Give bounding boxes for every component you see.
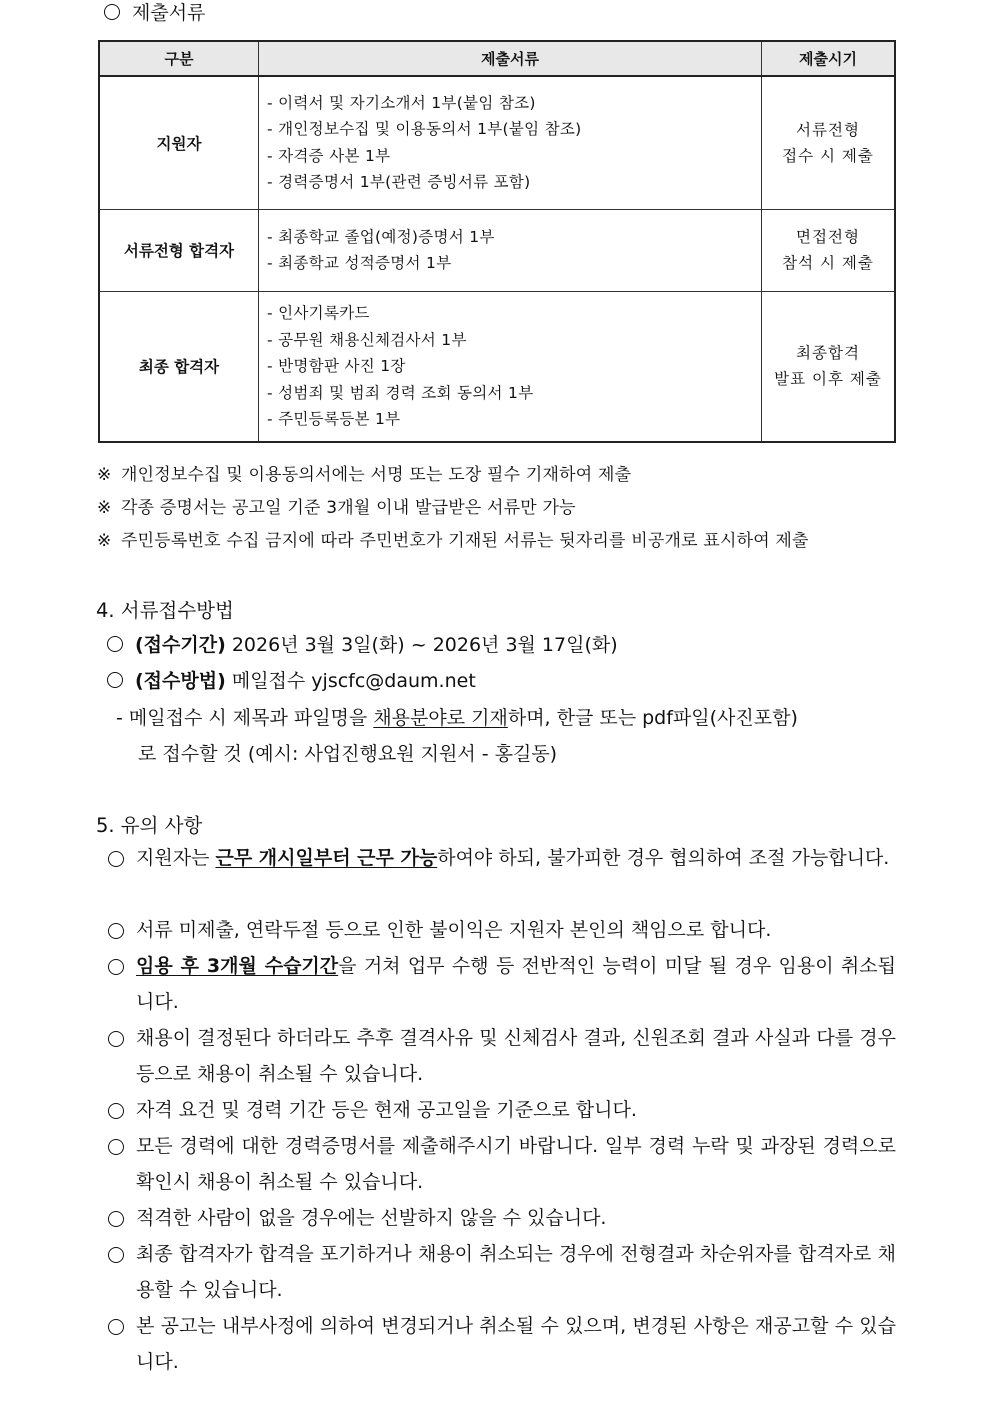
document-item: - 이력서 및 자기소개서 1부(붙임 참조) <box>267 93 536 112</box>
section-5-title: 5. 유의 사항 <box>96 814 203 837</box>
row-category: 최종 합격자 <box>99 291 259 442</box>
circle-bullet-icon <box>104 4 120 20</box>
notice-item: 임용 후 3개월 수습기간을 거쳐 업무 수행 등 전반적인 능력이 미달 될 경우 임용이 취소됩니다. <box>108 948 896 1020</box>
document-item: - 공무원 채용신체검사서 1부 <box>267 330 467 349</box>
table-header-row <box>99 41 895 76</box>
section-4-title: 4. 서류접수방법 <box>96 599 234 622</box>
document-item: - 반명함판 사진 1장 <box>267 357 406 375</box>
circle-bullet-icon <box>108 1031 124 1047</box>
notice-item: 서류 미제출, 연락두절 등으로 인한 불이익은 지원자 본인의 책임으로 합니다. <box>108 912 896 948</box>
row-items <box>259 209 762 291</box>
table-row <box>99 76 895 209</box>
receipt-method: (접수방법) 메일접수 yjscfc@daum.net <box>107 666 476 693</box>
submission-documents-table <box>98 40 896 443</box>
document-item: - 경력증명서 1부(관련 증빙서류 포함) <box>267 173 531 192</box>
row-items <box>259 291 762 442</box>
header-timing: 제출시기 <box>762 41 896 76</box>
note-item: ※ 주민등록번호 수집 금지에 따라 주민번호가 기재된 서류는 뒷자리를 비공개로 표시하여 제출 <box>97 531 809 551</box>
circle-bullet-icon <box>108 959 124 975</box>
circle-bullet-icon <box>107 672 123 688</box>
circle-bullet-icon <box>107 636 123 652</box>
receipt-period: (접수기간) 2026년 3월 3일(화) ~ 2026년 3월 17일(화) <box>107 630 618 657</box>
circle-bullet-icon <box>108 1103 124 1119</box>
circle-bullet-icon <box>108 1139 124 1155</box>
row-timing: 면접전형 참석 시 제출 <box>762 209 896 291</box>
notice-item: 자격 요건 및 경력 기간 등은 현재 공고일을 기준으로 합니다. <box>108 1092 896 1128</box>
document-item: - 자격증 사본 1부 <box>267 146 391 165</box>
row-category: 서류전형 합격자 <box>99 209 259 291</box>
email-address: 메일접수 yjscfc@daum.net <box>231 670 476 692</box>
row-timing: 서류전형 접수 시 제출 <box>762 76 896 209</box>
header-documents: 제출서류 <box>259 41 762 76</box>
row-items <box>259 76 762 209</box>
note-item: ※ 개인정보수집 및 이용동의서에는 서명 또는 도장 필수 기재하여 제출 <box>97 465 632 485</box>
header-category: 구분 <box>99 41 259 76</box>
row-category: 지원자 <box>99 76 259 209</box>
circle-bullet-icon <box>108 1319 124 1335</box>
reference-mark-icon: ※ <box>97 531 112 551</box>
table-row <box>99 291 895 442</box>
note-item: ※ 각종 증명서는 공고일 기준 3개월 이내 발급받은 서류만 가능 <box>97 498 576 518</box>
reference-mark-icon: ※ <box>97 498 112 518</box>
document-item: - 최종학교 졸업(예정)증명서 1부 <box>267 227 495 246</box>
email-instruction: - 메일접수 시 제목과 파일명을 채용분야로 기재하며, 한글 또는 pdf파일(사진포함) <box>116 707 798 729</box>
circle-bullet-icon <box>108 923 124 939</box>
notice-item: 모든 경력에 대한 경력증명서를 제출해주시기 바랍니다. 일부 경력 누락 및 과장된 경력으로 확인시 채용이 취소될 수 있습니다. <box>108 1128 896 1200</box>
notice-item: 지원자는 근무 개시일부터 근무 가능하여야 하되, 불가피한 경우 협의하여 조절 가능합니다. <box>108 840 896 876</box>
document-item: - 성범죄 및 범죄 경력 조회 동의서 1부 <box>267 383 534 402</box>
notice-item: 적격한 사람이 없을 경우에는 선발하지 않을 수 있습니다. <box>108 1200 896 1236</box>
document-item: - 개인정보수집 및 이용동의서 1부(붙임 참조) <box>267 120 582 139</box>
notice-item: 채용이 결정된다 하더라도 추후 결격사유 및 신체검사 결과, 신원조회 결과 사실과 다를 경우 등으로 채용이 취소될 수 있습니다. <box>108 1020 896 1092</box>
row-timing: 최종합격 발표 이후 제출 <box>762 291 896 442</box>
circle-bullet-icon <box>108 1247 124 1263</box>
document-item: - 최종학교 성적증명서 1부 <box>267 254 452 272</box>
email-instruction-cont: 로 접수할 것 (예시: 사업진행요원 지원서 - 홍길동) <box>138 743 558 765</box>
notice-item: 본 공고는 내부사정에 의하여 변경되거나 취소될 수 있으며, 변경된 사항은 재공고할 수 있습니다. <box>108 1308 896 1380</box>
submission-docs-label: 제출서류 <box>104 0 205 25</box>
circle-bullet-icon <box>108 1211 124 1227</box>
circle-bullet-icon <box>108 851 124 867</box>
notice-item: 최종 합격자가 합격을 포기하거나 채용이 취소되는 경우에 전형결과 차순위자를 합격자로 채용할 수 있습니다. <box>108 1236 896 1308</box>
table-row <box>99 209 895 291</box>
document-item: - 주민등록등본 1부 <box>267 410 401 428</box>
document-item: - 인사기록카드 <box>267 304 370 322</box>
reference-mark-icon: ※ <box>97 465 112 485</box>
